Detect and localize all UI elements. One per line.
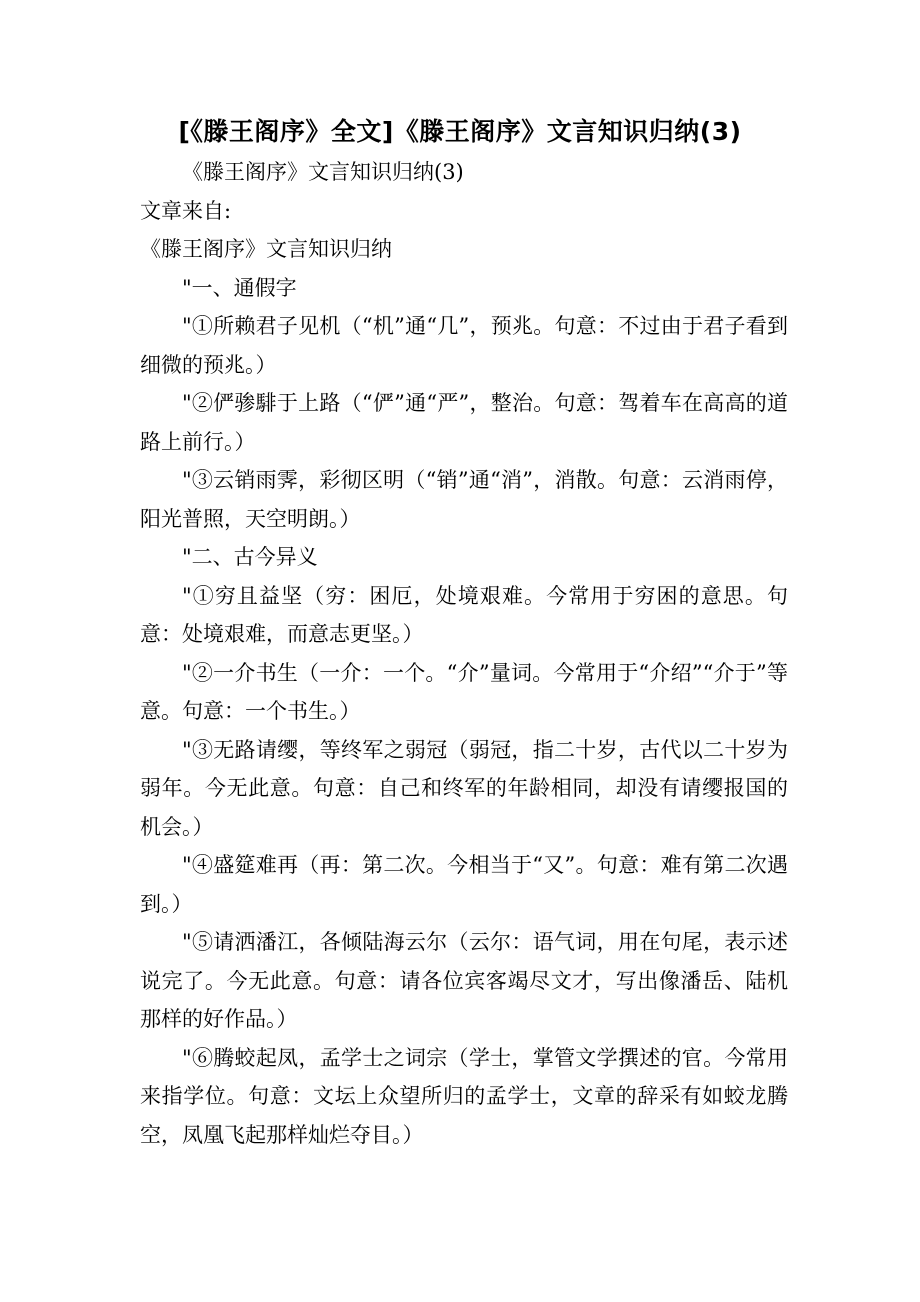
document-subtitle: 《滕王阁序》文言知识归纳(3) xyxy=(182,160,464,184)
list-item: "①所赖君子见机（“机”通“几”，预兆。句意：不过由于君子看到细微的预兆。） xyxy=(140,314,788,377)
list-item: "⑤请洒潘江，各倾陆海云尔（云尔：语气词，用在句尾，表示述说完了。今无此意。句意：请各位宾客竭尽文才，写出像潘岳、陆机那样的好作品。） xyxy=(140,930,788,1031)
list-item: "②一介书生（一介：一个。“介”量词。今常用于“介绍”“介于”等意。句意：一个书生。） xyxy=(140,660,788,723)
list-item: "①穷且益坚（穷：困厄，处境艰难。今常用于穷困的意思。句意：处境艰难，而意志更坚。） xyxy=(140,583,788,646)
document-title: [《滕王阁序》全文]《滕王阁序》文言知识归纳(3) xyxy=(178,117,742,146)
source-title: 《滕王阁序》文言知识归纳 xyxy=(140,237,392,261)
section-heading-gujinyiyi: "二、古今异义 xyxy=(182,545,318,569)
list-item: "⑥腾蛟起凤，孟学士之词宗（学士，掌管文学撰述的官。今常用来指学位。句意：文坛上众望所归的孟学士，文章的辞采有如蛟龙腾空，凤凰飞起那样灿烂夺目。） xyxy=(140,1045,788,1147)
list-item: "④盛筵难再（再：第二次。今相当于“又”。句意：难有第二次遇到。） xyxy=(140,853,788,916)
list-item: "③云销雨霁，彩彻区明（“销”通“消”，消散。句意：云消雨停，阳光普照，天空明朗。） xyxy=(140,468,788,531)
document-body xyxy=(140,153,788,1154)
list-item: "②俨骖騑于上路（“俨”通“严”，整治。句意：驾着车在高高的道路上前行。） xyxy=(140,391,788,454)
section-heading-tongjiazi: "一、通假字 xyxy=(182,275,297,300)
source-label: 文章来自: xyxy=(140,198,232,223)
list-item: "③无路请缨，等终军之弱冠（弱冠，指二十岁，古代以二十岁为弱年。今无此意。句意：自己和终军的年龄相同，却没有请缨报国的机会。） xyxy=(140,737,788,839)
